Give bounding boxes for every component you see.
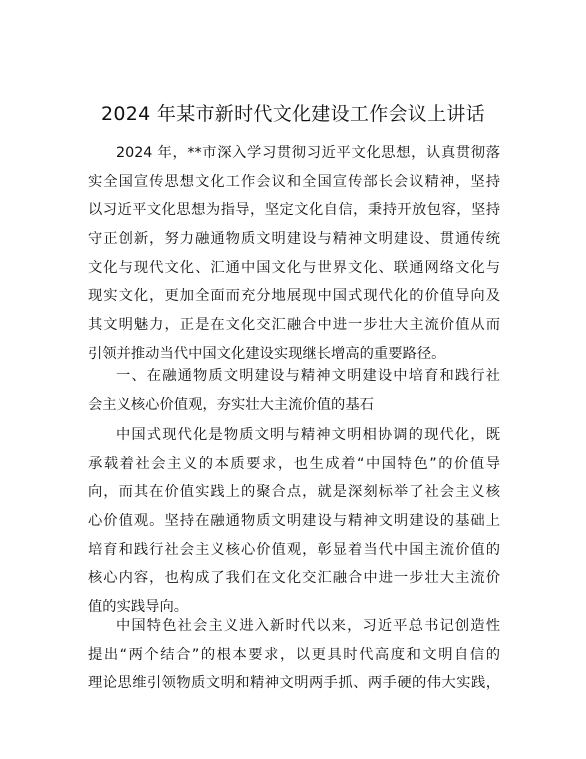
text-line: 现实文化，更加全面而充分地展现中国式现代化的价值导向及 (88, 288, 500, 305)
text-line: 引领并推动当代中国文化建设实现继长增高的重要路径。 (88, 345, 446, 362)
text-line: 中国特色社会主义进入新时代以来，习近平总书记创造性 (116, 618, 500, 634)
text-line: 承载着社会主义的本质要求，也生成着“中国特色”的价值导 (88, 455, 500, 472)
text-line: 以习近平文化思想为指导，坚定文化自信，秉持开放包容，坚持 (88, 202, 500, 219)
text-line: 实全国宣传思想文化工作会议和全国宣传部长会议精神，坚持 (88, 173, 500, 190)
paragraph-body (88, 421, 500, 622)
paragraph-body (88, 612, 500, 698)
text-line: 中国式现代化是物质文明与精神文明相协调的现代化，既 (116, 427, 500, 443)
text-line: 一、在融通物质文明建设与精神文明建设中培育和践行社 (116, 368, 500, 384)
text-line: 2024 年，**市深入学习贯彻习近平文化思想，认真贯彻落 (116, 145, 500, 161)
text-line: 其文明魅力，正是在文化交汇融合中进一步壮大主流价值从而 (88, 317, 500, 334)
paragraph-intro (88, 139, 500, 369)
text-line: 向，而其在价值实践上的聚合点，就是深刻标举了社会主义核 (88, 484, 500, 501)
text-line: 核心内容，也构成了我们在文化交汇融合中进一步壮大主流价 (88, 570, 500, 587)
text-line: 提出“两个结合”的根本要求，以更具时代高度和文明自信的 (88, 646, 500, 663)
text-line: 守正创新，努力融通物质文明建设与精神文明建设、贯通传统 (88, 231, 500, 248)
text-line: 值的实践导向。 (88, 599, 189, 616)
section-heading (88, 362, 500, 419)
text-line: 文化与现代文化、汇通中国文化与世界文化、联通网络文化与 (88, 259, 500, 276)
text-line: 培育和践行社会主义核心价值观，彰显着当代中国主流价值的 (88, 541, 500, 558)
text-line: 心价值观。坚持在融通物质文明建设与精神文明建设的基础上 (88, 513, 500, 530)
text-line: 会主义核心价值观，夯实壮大主流价值的基石 (88, 396, 374, 413)
text-line: 理论思维引领物质文明和精神文明两手抓、两手硬的伟大实践， (88, 675, 500, 692)
document-title: 2024 年某市新时代文化建设工作会议上讲话 (101, 103, 485, 125)
